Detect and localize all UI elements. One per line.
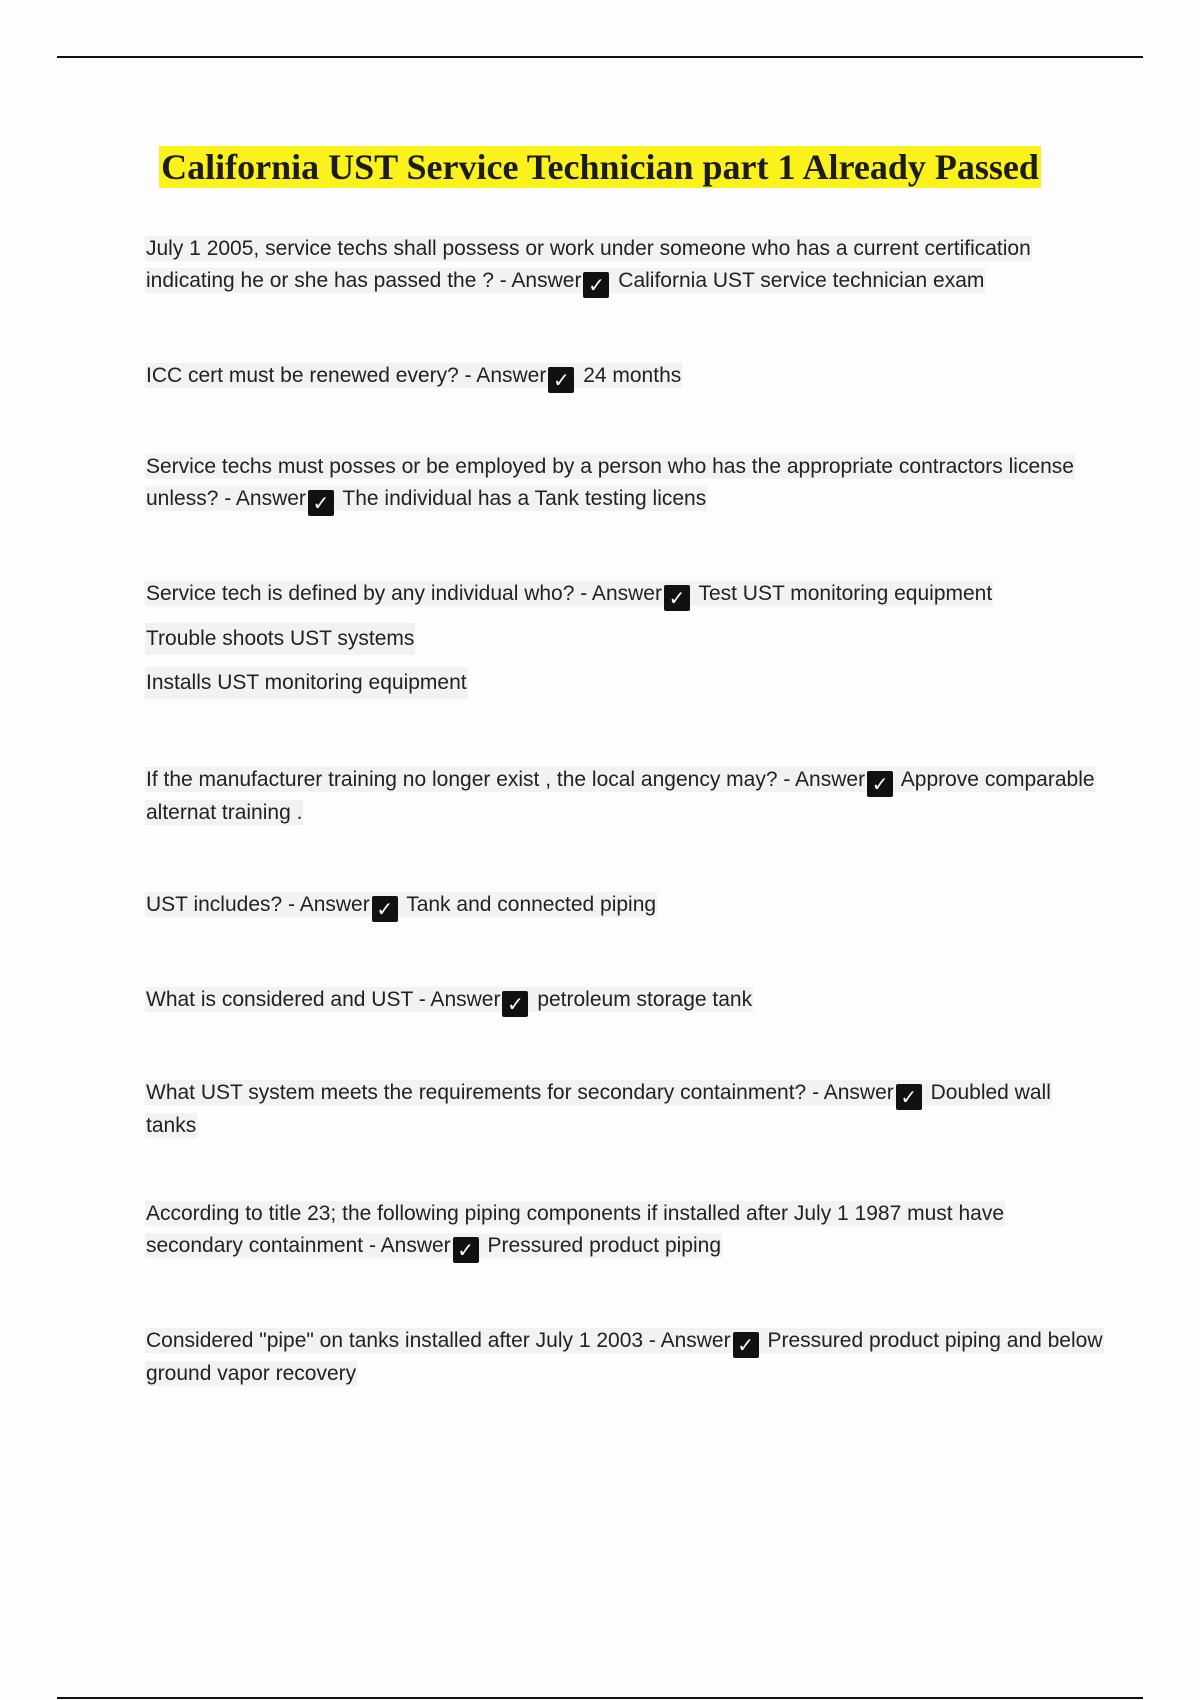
checkmark-icon: ✓ xyxy=(733,1332,759,1358)
answer-text: Doubled wall tanks xyxy=(146,1081,1051,1137)
qa-item-8 xyxy=(145,1077,1105,1142)
qa-item-4 xyxy=(145,578,1105,699)
answer-text: California UST service technician exam xyxy=(618,269,985,292)
checkmark-icon: ✓ xyxy=(583,272,609,298)
qa-line xyxy=(145,236,1032,297)
qa-item-5 xyxy=(145,764,1105,829)
answer-extra-line: Installs UST monitoring equipment xyxy=(145,667,468,699)
answer-label: - Answer xyxy=(580,582,662,605)
question-text: UST includes? xyxy=(146,893,283,916)
bottom-rule xyxy=(57,1697,1143,1699)
answer-text: The individual has a Tank testing licens xyxy=(342,487,707,510)
question-text: July 1 2005, service techs shall possess or work under someone who has a current certification indicating he or she has passed the ? xyxy=(146,237,1031,292)
checkmark-icon: ✓ xyxy=(896,1084,922,1110)
qa-line xyxy=(145,454,1075,515)
qa-item-1 xyxy=(145,233,1105,298)
title-container xyxy=(0,146,1200,188)
question-text: ICC cert must be renewed every? xyxy=(146,364,459,387)
qa-item-3 xyxy=(145,451,1105,516)
qa-line xyxy=(145,987,753,1016)
answer-label: - Answer xyxy=(464,364,547,387)
question-text: Considered "pipe" on tanks installed after July 1 2003 xyxy=(146,1329,644,1352)
qa-line xyxy=(145,1328,1104,1386)
question-text: Service tech is defined by any individual who? xyxy=(146,582,575,605)
answer-text: Test UST monitoring equipment xyxy=(698,582,993,605)
qa-line xyxy=(145,1201,1005,1262)
question-text: What is considered and UST xyxy=(146,988,413,1011)
top-rule xyxy=(57,56,1143,58)
question-text: Service techs must posses or be employed by a person who has the appropriate contractors license unless? xyxy=(146,455,1074,510)
answer-label: - Answer xyxy=(224,487,306,510)
answer-extra-line: Trouble shoots UST systems xyxy=(145,623,415,655)
answer-label: - Answer xyxy=(368,1234,451,1257)
answer-label: - Answer xyxy=(288,893,370,916)
page-title: California UST Service Technician part 1 Already Passed xyxy=(161,147,1039,187)
answer-text: 24 months xyxy=(583,364,682,387)
checkmark-icon: ✓ xyxy=(664,585,690,611)
checkmark-icon: ✓ xyxy=(867,771,893,797)
qa-line xyxy=(145,892,657,921)
qa-line xyxy=(145,363,682,392)
qa-item-2 xyxy=(145,360,1105,393)
answer-text: Approve comparable alternat training . xyxy=(146,768,1095,824)
qa-item-10 xyxy=(145,1325,1105,1390)
answer-label: - Answer xyxy=(418,988,501,1011)
question-text: If the manufacturer training no longer exist , the local angency may? xyxy=(146,768,778,791)
question-text: According to title 23; the following piping components if installed after July 1 1987 must have secondary containment xyxy=(146,1202,1004,1257)
answer-label: - Answer xyxy=(812,1081,894,1104)
qa-line xyxy=(145,767,1096,825)
qa-item-6 xyxy=(145,889,1105,922)
qa-item-9 xyxy=(145,1198,1105,1263)
answer-text: Pressured product piping xyxy=(487,1234,722,1257)
qa-line xyxy=(145,1080,1052,1138)
answer-label: - Answer xyxy=(499,269,582,292)
checkmark-icon: ✓ xyxy=(453,1237,479,1263)
checkmark-icon: ✓ xyxy=(308,490,334,516)
checkmark-icon: ✓ xyxy=(548,367,574,393)
checkmark-icon: ✓ xyxy=(502,991,528,1017)
answer-text: Pressured product piping and below ground vapor recovery xyxy=(146,1329,1103,1385)
question-text: What UST system meets the requirements for secondary containment? xyxy=(146,1081,807,1104)
answer-text: petroleum storage tank xyxy=(537,988,753,1011)
qa-line xyxy=(145,581,993,610)
answer-label: - Answer xyxy=(648,1329,731,1352)
checkmark-icon: ✓ xyxy=(372,896,398,922)
answer-label: - Answer xyxy=(783,768,866,791)
answer-text: Tank and connected piping xyxy=(406,893,657,916)
qa-item-7 xyxy=(145,984,1105,1017)
